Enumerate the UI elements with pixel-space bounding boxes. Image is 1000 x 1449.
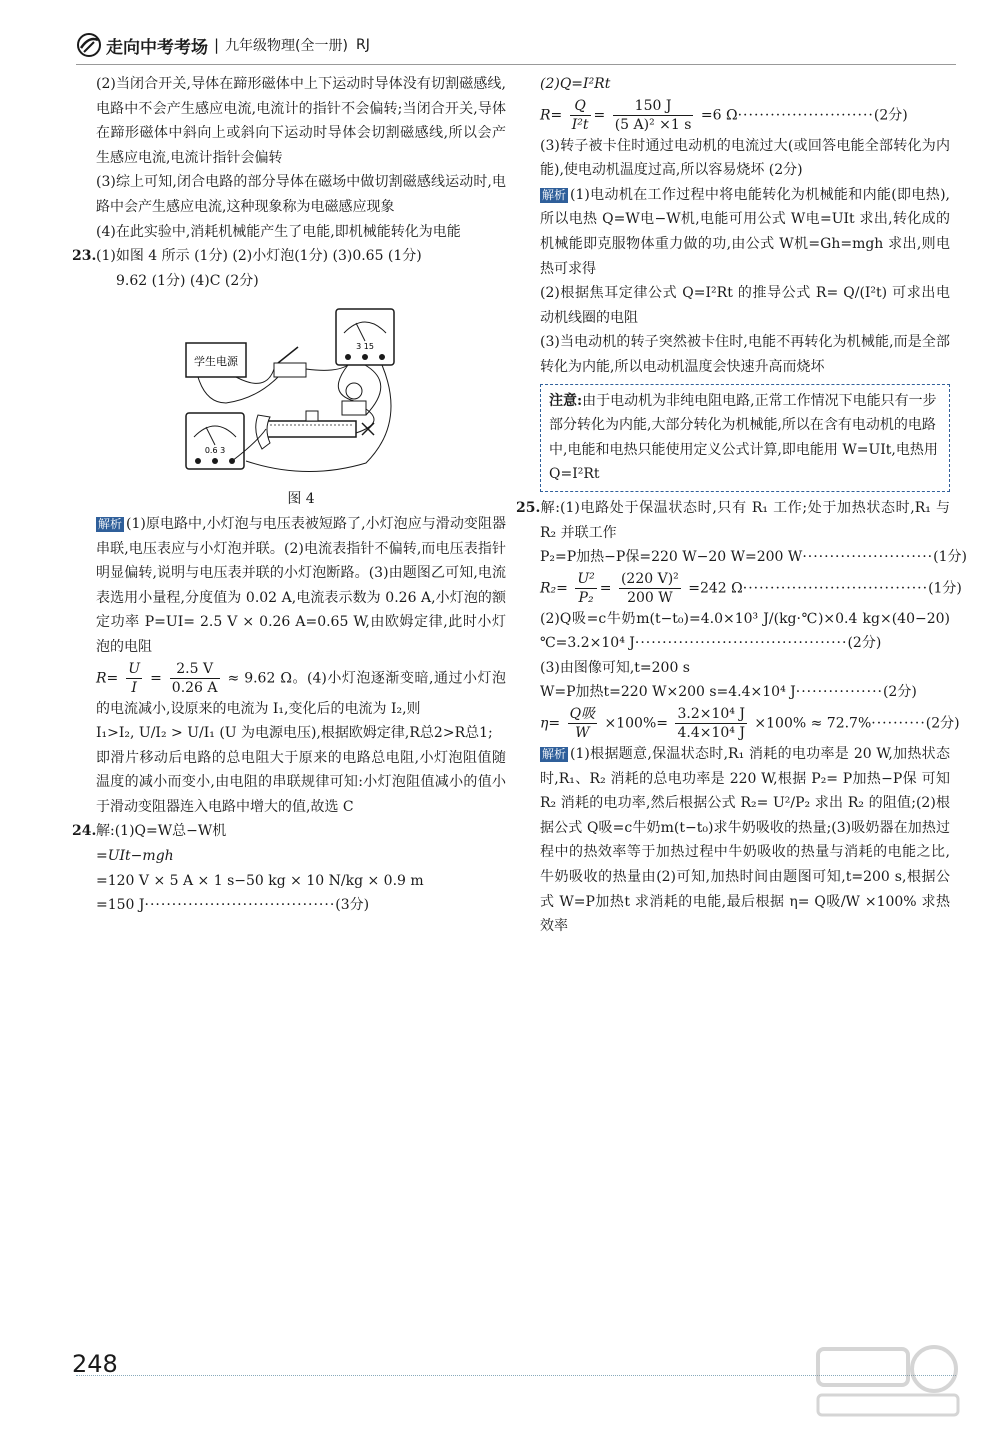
analysis-tag: 解析 — [98, 516, 123, 531]
q23-R-prefix: R= — [96, 670, 119, 686]
q25-frac2-num: (220 V)² — [620, 570, 679, 587]
q25-energy-dots: ················ — [795, 684, 883, 701]
header-separator: | — [214, 36, 220, 54]
q25-r2-value: =242 Ω — [688, 580, 743, 597]
q24-line4 — [96, 893, 506, 918]
q22-part2: (2)当闭合开关,导体在蹄形磁体中上下运动时导体没有切割磁感线,电路中不会产生感应电流,电流计的指针不会偏转;当闭合开关,导体在蹄形磁体中斜向上或斜向下运动时导体会切割磁感线,所以会产生感应电流,电流计指针会偏转 — [96, 76, 506, 166]
q22-part4: (4)在此实验中,消耗机械能产生了电能,即机械能转化为电能 — [96, 223, 461, 240]
q23-analysis — [96, 512, 506, 660]
q25-part3: (3)由图像可知,t=200 s — [540, 659, 690, 676]
analysis-tag: 解析 — [542, 187, 567, 202]
q25-part2-text: (2)Q吸=c牛奶m(t−t₀)=4.0×10³ J/(kg·℃)×0.4 kg×(40−20) ℃=3.2×10⁴ J — [540, 610, 950, 652]
q25-score1: (1分) — [933, 549, 967, 566]
q24-score: (3分) — [335, 897, 370, 914]
q25-p2 — [540, 545, 967, 570]
q25-eta-fraction-values — [675, 705, 746, 742]
q24-resistance-value: =6 Ω — [700, 107, 738, 124]
q23-inequality: I₁>I₂, U/I₂ > U/I₁ (U 为电源电压),根据欧姆定律,R总2>R总1; — [96, 725, 493, 742]
q24-analysis-text2: (2)根据焦耳定律公式 Q=I²Rt 的推导公式 R= Q/(I²t) 可求出电动机线圈的电阻 — [540, 285, 950, 326]
q25-eta-fraction-formula — [568, 705, 597, 742]
q24-line3: =120 V × 5 A × 1 s−50 kg × 10 N/kg × 0.9 m — [96, 872, 424, 889]
q25-eta-prefix: η= — [540, 715, 561, 732]
q25-efficiency — [540, 705, 960, 742]
circuit-diagram — [166, 303, 426, 483]
q23-resistance-formula — [96, 660, 506, 722]
q24-frac2-num: 150 J — [613, 97, 694, 116]
header-rule — [76, 64, 956, 65]
q25-energy-text: W=P加热t=220 W×200 s=4.4×10⁴ J — [540, 684, 796, 701]
page-header — [76, 30, 370, 60]
circuit-figure — [166, 303, 426, 483]
book-subtitle: 九年级物理(全一册) — [225, 38, 348, 54]
q23-equals: = — [150, 670, 162, 686]
watermark-logo-icon — [814, 1339, 964, 1419]
q23-frac2-den: 0.26 A — [171, 679, 218, 696]
q24-resistance-formula: R= $\frac{Q}{\text{I²t}}$ = $\frac{150 J}{\text{(5 A)² ×1 s}}$ =6 Ω·························(2分) — [540, 97, 908, 133]
q24-solution-start: 解:(1)Q=W总−W机 — [96, 823, 227, 840]
q25-part2-dots: ······································· — [634, 635, 848, 652]
q24-analysis-text3: (3)当电动机的转子突然被卡住时,电能不再转化为机械能,而是全部转化为内能,所以电动机温度会快速升高而烧坏 — [540, 334, 950, 375]
q24-dots: ··································· — [144, 897, 336, 914]
page-number: 248 — [72, 1350, 118, 1378]
q23-fraction-ui — [126, 660, 142, 697]
q25-eta-mid: ×100%= — [604, 715, 669, 732]
q24-part2: (2)Q=I²Rt — [540, 76, 611, 92]
q25-fraction-formula — [575, 570, 596, 607]
q24-r-score: (2分) — [873, 107, 908, 124]
q24-line1 — [72, 819, 506, 844]
voltmeter-scale: 3 15 — [356, 342, 374, 352]
q24-result: =150 J — [96, 897, 145, 914]
q25-p2-text: P₂=P加热−P保=220 W−20 W=200 W — [540, 549, 803, 566]
edition-label: RJ — [356, 37, 370, 53]
q25-fraction-values — [619, 570, 681, 607]
q25-eta-value: ×100% ≈ 72.7% — [754, 715, 872, 732]
q24-number: 24. — [72, 823, 97, 840]
q25-eta-frac1-den: W — [575, 725, 590, 742]
q25-frac2-den: 200 W — [627, 589, 673, 606]
q24-frac1-num: Q — [570, 97, 591, 116]
analysis-tag: 解析 — [542, 747, 567, 762]
q24-frac1-den: I²t — [571, 116, 589, 133]
q24-analysis-text1: (1)电动机在工作过程中将电能转化为机械能和内能(即电热),所以电热 Q=W电−W机,电能可用公式 W电=UIt 求出,转化成的机械能即克服物体重力做的功,由公式 W机=Gh=mgh 求出,则电热可求得 — [540, 186, 950, 277]
q25-frac1-num: U² — [577, 570, 595, 587]
q25-eta-frac2-num: 3.2×10⁴ J — [677, 706, 745, 723]
q24-fraction-formula — [570, 97, 591, 134]
q23-analysis-text1: (1)原电路中,小灯泡与电压表被短路了,小灯泡应与滑动变阻器串联,电压表应与小灯泡并联。(2)电流表指针不偏转,而电压表指针明显偏转,说明与电压表并联的小灯泡断路。(3)由题图乙可知,电流表选用小量程,分度值为 0.02 A,电流表示数为 0.26 A,小灯泡的额定功率 P=UI= 2.5 V × 0.26 A=0.65 W,由欧姆定律,此时小灯泡的电阻 — [96, 515, 506, 655]
right-column — [516, 72, 967, 939]
q25-R2-prefix: R₂= — [540, 580, 568, 597]
brand-title: 走向中考考场 — [106, 37, 208, 58]
q25-eta-frac1-num: Q吸 — [569, 706, 596, 723]
q23-fraction-values — [170, 660, 220, 697]
q25-eta-frac2-den: 4.4×10⁴ J — [677, 725, 745, 742]
q23-answer-line1 — [72, 244, 506, 269]
note-heading: 注意: — [549, 392, 583, 409]
left-column — [72, 72, 507, 918]
q23-number: 23. — [72, 248, 97, 265]
q25-score2: (1分) — [928, 580, 962, 597]
q25-frac1-den: P₂ — [578, 589, 594, 606]
q23-resistance-value: ≈ 9.62 Ω。(4)小灯泡逐渐变暗,通过小灯泡的电流减小,设原来的电流为 I₁,变化后的电流为 I₂,则 — [96, 670, 507, 717]
q25-score5: (2分) — [925, 715, 960, 732]
q23-frac1-den: I — [131, 679, 137, 696]
q24-R-prefix: R= — [540, 107, 563, 124]
q23-frac2-num: 2.5 V — [170, 660, 220, 679]
q24-fraction-values — [613, 97, 694, 134]
note-text: 由于电动机为非纯电阻电路,正常工作情况下电能只有一步部分转化为内能,大部分转化为机械能,所以在含有电动机的电路中,电能和电热只能使用定义公式计算,即电能用 W=UIt,电热用 Q=I²Rt — [549, 392, 938, 483]
q23-line1: (1)如图 4 所示 (1分) (2)小灯泡(1分) (3)0.65 (1分) — [96, 248, 422, 265]
q24-r-dots: ························· — [737, 107, 874, 124]
q25-analysis-text: (1)根据题意,保温状态时,R₁ 消耗的电功率是 20 W,加热状态时,R₁、R₂ 消耗的总电功率是 220 W,根据 P₂= P加热−P保 可知 R₂ 消耗的电功率,然后根据公式 R₂= U²/P₂ 求出 R₂ 的阻值;(2)根据公式 Q吸=c牛奶m(t−t₀)求牛奶吸收的热量;(3)吸奶器在加热过程中的热效率等于加热过程中牛奶吸收的热量与消耗的电能之比,牛奶吸收的热量由(2)可知,加热时间由题图可知,t=200 s,根据公式 W=P加热t 求消耗的电能,最后根据 η= Q吸/W ×100% 求热效率 — [540, 746, 950, 935]
q25-solution-start: 解:(1)电路处于保温状态时,只有 R₁ 工作;处于加热状态时,R₁ 与 R₂ 并联工作 — [540, 499, 950, 541]
q25-score3: (2分) — [847, 635, 882, 652]
q25-eta-dots: ·········· — [871, 715, 926, 732]
q25-energy — [540, 680, 950, 705]
q23-analysis-text2: 即滑片移动后电路的总电阻大于原来的电路总电阻,小灯泡阻值随温度的减小而变小,由电阻的串联规律可知:小灯泡阻值减小的值小于滑动变阻器连入电路中增大的值,故选 C — [96, 749, 506, 815]
q24-frac2-den: (5 A)² ×1 s — [614, 116, 692, 133]
note-box — [540, 384, 950, 492]
q24-line2: =UIt−mgh — [96, 848, 174, 865]
q25-p2-dots: ························ — [802, 549, 934, 566]
brand-logo-icon — [76, 32, 102, 58]
power-supply-label: 学生电源 — [194, 355, 238, 369]
q24-part3: (3)转子被卡住时通过电动机的电流过大(或回答电能全部转化为内能),使电动机温度过高,所以容易烧坏 (2分) — [540, 137, 950, 179]
q25-line1 — [516, 496, 950, 545]
q22-part3: (3)综上可知,闭合电路的部分导体在磁场中做切割磁感线运动时,电路中会产生感应电流,这种现象称为电磁感应现象 — [96, 174, 506, 215]
ammeter-scale: 0.6 3 — [204, 446, 226, 456]
figure-caption: 图 4 — [287, 491, 315, 508]
q25-number: 25. — [516, 499, 541, 516]
q25-score4: (2分) — [882, 684, 917, 701]
q24-analysis — [540, 183, 950, 281]
q25-part2 — [540, 607, 950, 656]
q25-r2-dots: ·································· — [742, 580, 929, 597]
q23-line2: 9.62 (1分) (4)C (2分) — [116, 272, 259, 289]
q25-analysis — [540, 742, 950, 939]
q25-r2-formula: R₂= $\frac{\text{U²}}{\text{P₂}}$ = $\frac{\text{(220 V)²}}{200 W}$ =242 Ω··································(1分) — [540, 570, 962, 606]
q23-frac1-num: U — [128, 660, 141, 677]
